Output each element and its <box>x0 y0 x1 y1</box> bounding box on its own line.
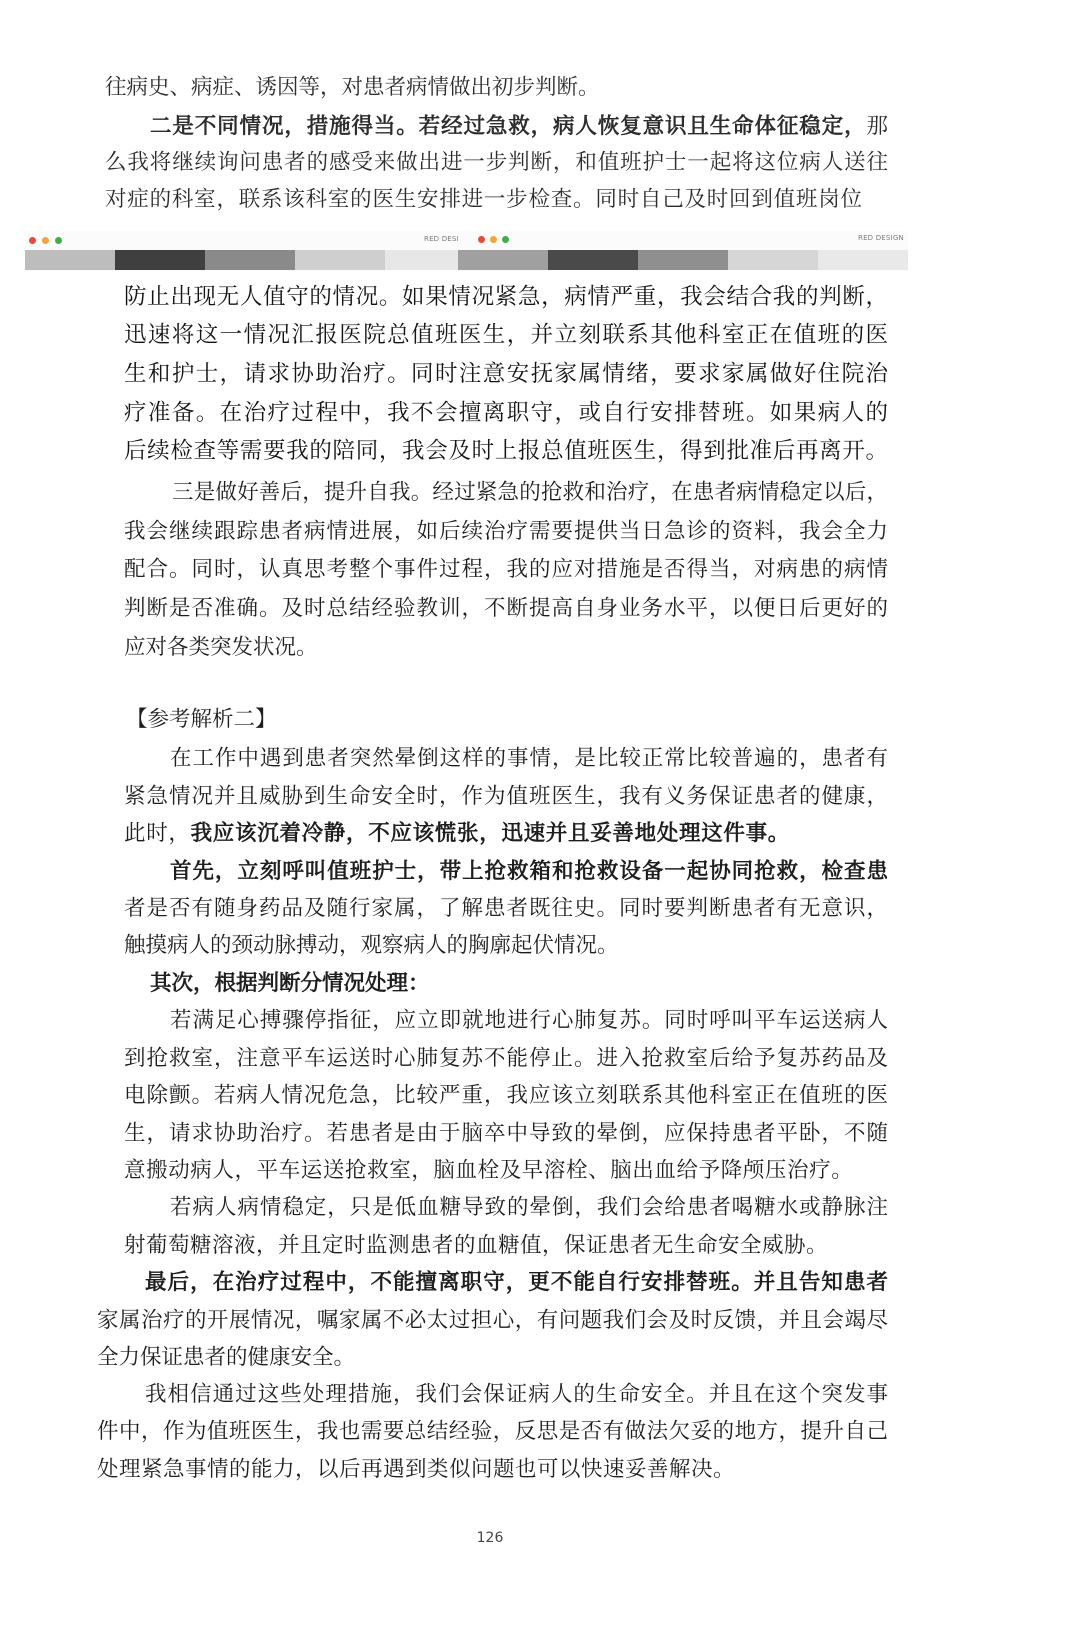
text-line: 疗准备。在治疗过程中，我不会擅离职守，或自行安排替班。如果病人的 <box>124 400 888 426</box>
text-line: 配合。同时，认真思考整个事件过程，我的应对措施是否得当，对病患的病情 <box>124 557 888 582</box>
text-line: 在工作中遇到患者突然晕倒这样的事情，是比较正常比较普遍的，患者有 <box>170 746 888 771</box>
bold-text: 二是不同情况，措施得当。若经过急救，病人恢复意识且生命体征稳定， <box>150 114 867 139</box>
text-line: 电除颤。若病人情况危急，比较严重，我应该立刻联系其他科室正在值班的医 <box>124 1083 888 1108</box>
text-line: 家属治疗的开展情况，嘱家属不必太过担心，有问题我们会及时反馈，并且会竭尽 <box>97 1308 888 1333</box>
text-line: 我会继续跟踪患者病情进展，如后续治疗需要提供当日急诊的资料，我会全力 <box>124 519 888 544</box>
text-line: 意搬动病人，平车运送抢救室，脑血栓及早溶栓、脑出血给予降颅压治疗。 <box>124 1158 854 1183</box>
red-dot-icon <box>29 237 36 244</box>
text-line: 生，请求协助治疗。若患者是由于脑卒中导致的晕倒，应保持患者平卧，不随 <box>124 1121 888 1146</box>
section-heading: 【参考解析二】 <box>126 707 277 732</box>
text-line: 对症的科室，联系该科室的医生安排进一步检查。同时自己及时回到值班岗位 <box>105 187 862 212</box>
text-line: 判断是否准确。及时总结经验教训，不断提高自身业务水平，以便日后更好的 <box>124 596 888 621</box>
banner-bar <box>295 250 385 270</box>
orange-dot-icon <box>42 237 49 244</box>
text-line: 到抢救室，注意平车运送时心肺复苏不能停止。进入抢救室后给予复苏药品及 <box>124 1046 888 1071</box>
text-line: 处理紧急事情的能力，以后再遇到类似问题也可以快速妥善解决。 <box>97 1457 736 1482</box>
red-dot-icon <box>478 236 485 243</box>
banner-bar <box>25 250 115 270</box>
bold-text: 我应该沉着冷静，不应该慌张，迅速并且妥善地处理这件事。 <box>190 821 791 846</box>
green-dot-icon <box>502 236 509 243</box>
text-line: 往病史、病症、诱因等，对患者病情做出初步判断。 <box>105 75 600 100</box>
text-line: 三是做好善后，提升自我。经过紧急的抢救和治疗，在患者病情稳定以后， <box>172 480 888 505</box>
banner-bar <box>728 250 818 270</box>
bold-text: 其次，根据判断分情况处理： <box>150 971 430 996</box>
text-line: 全力保证患者的健康安全。 <box>97 1345 356 1370</box>
text-line <box>124 819 790 849</box>
page-number: 126 <box>476 1530 504 1546</box>
banner-bar <box>458 250 548 270</box>
text-line: 若满足心搏骤停指征，应立即就地进行心肺复苏。同时呼叫平车运送病人 <box>170 1008 888 1033</box>
green-dot-icon <box>55 237 62 244</box>
text-line: 么我将继续询问患者的感受来做出进一步判断，和值班护士一起将这位病人送往 <box>105 150 888 175</box>
banner-bars <box>25 250 908 270</box>
text-line: 触摸病人的颈动脉搏动，观察病人的胸廓起伏情况。 <box>124 933 619 958</box>
text-line: 我相信通过这些处理措施，我们会保证病人的生命安全。并且在这个突发事 <box>145 1382 888 1407</box>
bold-text: 首先，立刻呼叫值班护士，带上抢救箱和抢救设备一起协同抢救，检查患 <box>170 859 888 884</box>
banner-bar <box>818 250 908 270</box>
bold-text: 最后，在治疗过程中，不能擅离职守，更不能自行安排替班。并且告知患者 <box>145 1270 888 1295</box>
banner-bar <box>638 250 728 270</box>
text-line: 紧急情况并且威胁到生命安全时，作为值班医生，我有义务保证患者的健康， <box>124 784 888 809</box>
text-line: 者是否有随身药品及随行家属，了解患者既往史。同时要判断患者有无意识， <box>124 896 888 921</box>
text-line: 生和护士，请求协助治疗。同时注意安抚家属情绪，要求家属做好住院治 <box>124 361 888 387</box>
text-segment: 此时， <box>124 821 191 846</box>
header-banner <box>25 231 908 271</box>
text-line: 若病人病情稳定，只是低血糖导致的晕倒，我们会给患者喝糖水或静脉注 <box>170 1195 888 1220</box>
banner-bar <box>548 250 638 270</box>
banner-label-right: RED DESIGN <box>858 234 904 242</box>
banner-label-left: RED DESI <box>424 235 459 243</box>
text-line: 件中，作为值班医生，我也需要总结经验，反思是否有做法欠妥的地方，提升自己 <box>97 1419 888 1444</box>
text-segment: 那 <box>866 114 888 139</box>
text-line <box>150 112 888 142</box>
banner-bar <box>205 250 295 270</box>
text-line: 应对各类突发状况。 <box>124 635 318 660</box>
text-line: 迅速将这一情况汇报医院总值班医生，并立刻联系其他科室正在值班的医 <box>124 322 888 348</box>
text-line: 防止出现无人值守的情况。如果情况紧急，病情严重，我会结合我的判断， <box>124 284 888 310</box>
text-line: 射葡萄糖溶液，并且定时监测患者的血糖值，保证患者无生命安全威胁。 <box>124 1233 829 1258</box>
banner-bar <box>385 250 458 270</box>
banner-bar <box>115 250 205 270</box>
text-line: 后续检查等需要我的陪同，我会及时上报总值班医生，得到批准后再离开。 <box>124 438 888 464</box>
orange-dot-icon <box>490 236 497 243</box>
